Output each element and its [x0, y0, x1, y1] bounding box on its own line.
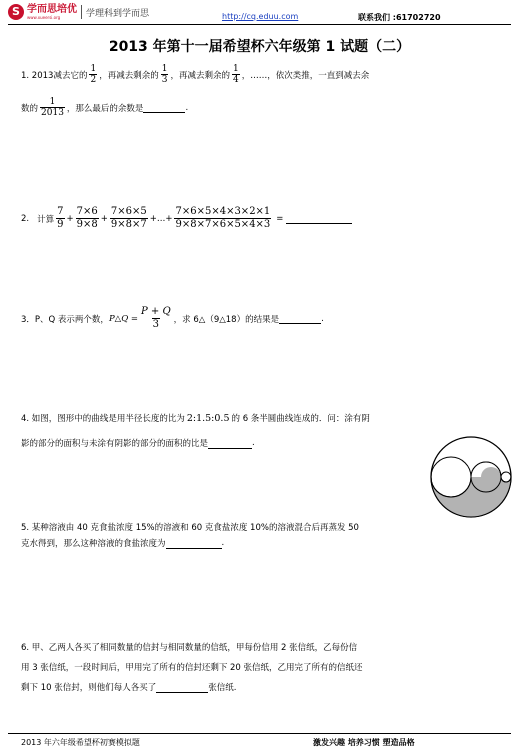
answer-blank[interactable] — [286, 213, 352, 224]
question-5-line-1: 5. 某种溶液由 40 克食盐浓度 15%的溶液和 60 克食盐浓度 10%的溶液混合后再蒸发 50 — [21, 523, 359, 533]
yin-yang-figure — [428, 434, 514, 520]
question-4-line-2: 影的部分的面积与未涂有阴影的部分的面积的比是 . — [21, 438, 255, 449]
question-5-line-2: 克水得到，那么这种溶液的食盐浓度为 . — [21, 538, 225, 549]
header-rule — [8, 24, 511, 25]
answer-blank[interactable] — [166, 538, 222, 549]
footer-left: 2013 年六年级希望杯初赛模拟题 — [21, 738, 140, 747]
fraction: $\frac{7\times 6}{9\times 8}$ — [76, 206, 98, 230]
question-3: 3．P、Q 表示两个数， P△Q = $\frac{P + Q}{3}$ ，求 6△（9△18）的结果是 . — [21, 306, 324, 330]
header-link[interactable]: http://cq.eduu.com — [222, 12, 299, 21]
question-1-line-1: 1. 2013减去它的 $\frac{1}{2}$ ，再减去剩余的 $\frac{1}{3}$ ，再减去剩余的 $\frac{1}{4}$ ，……，依次类推，一直到减去余 — [21, 64, 370, 85]
header-slogan: 学理科到学而思 — [86, 8, 150, 19]
fraction: $\frac{1}{2}$ — [90, 64, 97, 85]
footer-rule — [8, 733, 511, 734]
question-4-line-1: 4. 如图，图形中的曲线是用半径长度的比为 2:1.5:0.5 的 6 条半圆曲线连成的．问：涂有阴 — [21, 412, 370, 424]
logo-name: 学而思培优 — [27, 4, 77, 15]
logo-url: www.xueersi.org — [27, 15, 61, 20]
fraction: $\frac{7\times 6\times 5}{9\times 8\times 7}$ — [110, 206, 147, 230]
fraction: $\frac{7\times 6\times 5\times 4\times 3\times 2\times 1}{9\times 8\times 7\times 6\times 5\times 4\times 3}$ — [175, 206, 271, 230]
header-logo — [8, 4, 149, 20]
answer-blank[interactable] — [143, 102, 185, 113]
footer-right: 激发兴趣 培养习惯 塑造品格 — [313, 738, 415, 747]
logo-icon: S — [8, 4, 24, 20]
answer-blank[interactable] — [279, 313, 321, 324]
question-6-line-3: 剩下 10 张信封，则他们每人各买了 张信纸. — [21, 683, 237, 693]
logo-divider — [81, 5, 82, 19]
question-1-line-2: 数的 $\frac{1}{2013}$ ，那么最后的余数是 . — [21, 97, 189, 118]
header-contact: 联系我们 :61702720 — [358, 13, 441, 22]
question-2: 2. 计算 $\frac{7}{9}$ + $\frac{7\times 6}{9\times 8}$ + $\frac{7\times 6\times 5}{9\times 8\times 7}$ +…+ $\frac{7\times 6\times 5\times 4\times 3\times 2\times 1}{9\times 8\times 7\times 6\times 5\times 4\times 3}$ = — [21, 206, 352, 231]
page-title: 2013 年第十一届希望杯六年级第 1 试题（二） — [108, 39, 411, 55]
question-6-line-1: 6. 甲、乙两人各买了相同数量的信封与相同数量的信纸，甲每份信用 2 张信纸，乙每份信 — [21, 643, 358, 653]
fraction: $\frac{P + Q}{3}$ — [141, 306, 171, 330]
fraction: $\frac{1}{3}$ — [161, 64, 168, 85]
fraction: $\frac{1}{4}$ — [232, 64, 239, 85]
fraction: $\frac{7}{9}$ — [57, 206, 64, 230]
answer-blank[interactable] — [156, 682, 208, 693]
fraction: $\frac{1}{2013}$ — [41, 97, 64, 118]
answer-blank[interactable] — [208, 438, 252, 449]
question-6-line-2: 用 3 张信纸，一段时间后，甲用完了所有的信封还剩下 20 张信纸，乙用完了所有的信纸还 — [21, 663, 363, 673]
